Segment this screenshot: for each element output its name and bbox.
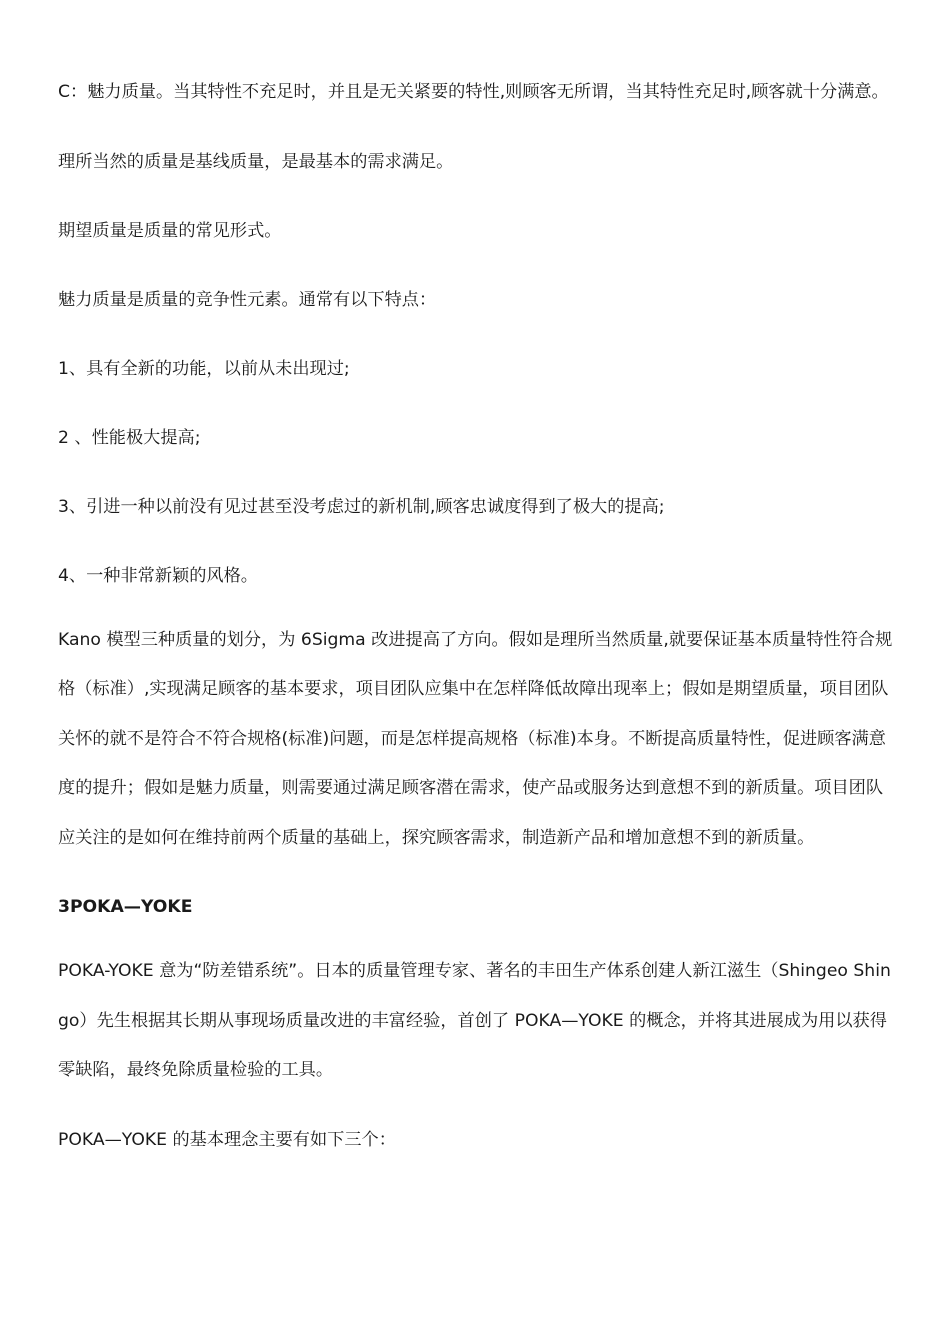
paragraph-poka-yoke-concepts: POKA—YOKE 的基本理念主要有如下三个：: [58, 1129, 396, 1150]
paragraph-expected-quality: 期望质量是质量的常见形式。: [58, 220, 282, 241]
list-item-1: 1、具有全新的功能，以前从未出现过;: [58, 358, 350, 379]
section-heading-poka-yoke: 3POKA—YOKE: [58, 897, 193, 917]
paragraph-charm-features: 魅力质量是质量的竞争性元素。通常有以下特点：: [58, 289, 437, 310]
list-item-2: 2 、性能极大提高;: [58, 427, 201, 448]
list-item-3: 3、引进一种以前没有见过甚至没考虑过的新机制,顾客忠诚度得到了极大的提高;: [58, 496, 665, 517]
paragraph-poka-yoke-intro: POKA-YOKE 意为“防差错系统”。日本的质量管理专家、著名的丰田生产体系创建人新江滋生（Shingeo Shingo）先生根据其长期从事现场质量改进的丰富经验，首创了 POKA—YOKE 的概念，并将其进展成为用以获得零缺陷，最终免除质量检验的工具。: [58, 961, 891, 1080]
document-page: [58, 68, 896, 1160]
list-item-4: 4、一种非常新颖的风格。: [58, 565, 258, 586]
paragraph-kano-model: Kano 模型三种质量的划分，为 6Sigma 改进提高了方向。假如是理所当然质量,就要保证基本质量特性符合规格（标准）,实现满足顾客的基本要求，项目团队应集中在怎样降低故障出现率上；假如是期望质量，项目团队关怀的就不是符合不符合规格(标准)问题，而是怎样提高规格（标准)本身。不断提高质量特性，促进顾客满意度的提升；假如是魅力质量，则需要通过满足顾客潜在需求，使产品或服务达到意想不到的新质量。项目团队应关注的是如何在维持前两个质量的基础上，探究顾客需求，制造新产品和增加意想不到的新质量。: [58, 629, 893, 848]
paragraph-charm-quality: C：魅力质量。当其特性不充足时，并且是无关紧要的特性,则顾客无所谓，当其特性充足时,顾客就十分满意。: [58, 82, 889, 102]
paragraph-baseline-quality: 理所当然的质量是基线质量，是最基本的需求满足。: [58, 151, 454, 172]
